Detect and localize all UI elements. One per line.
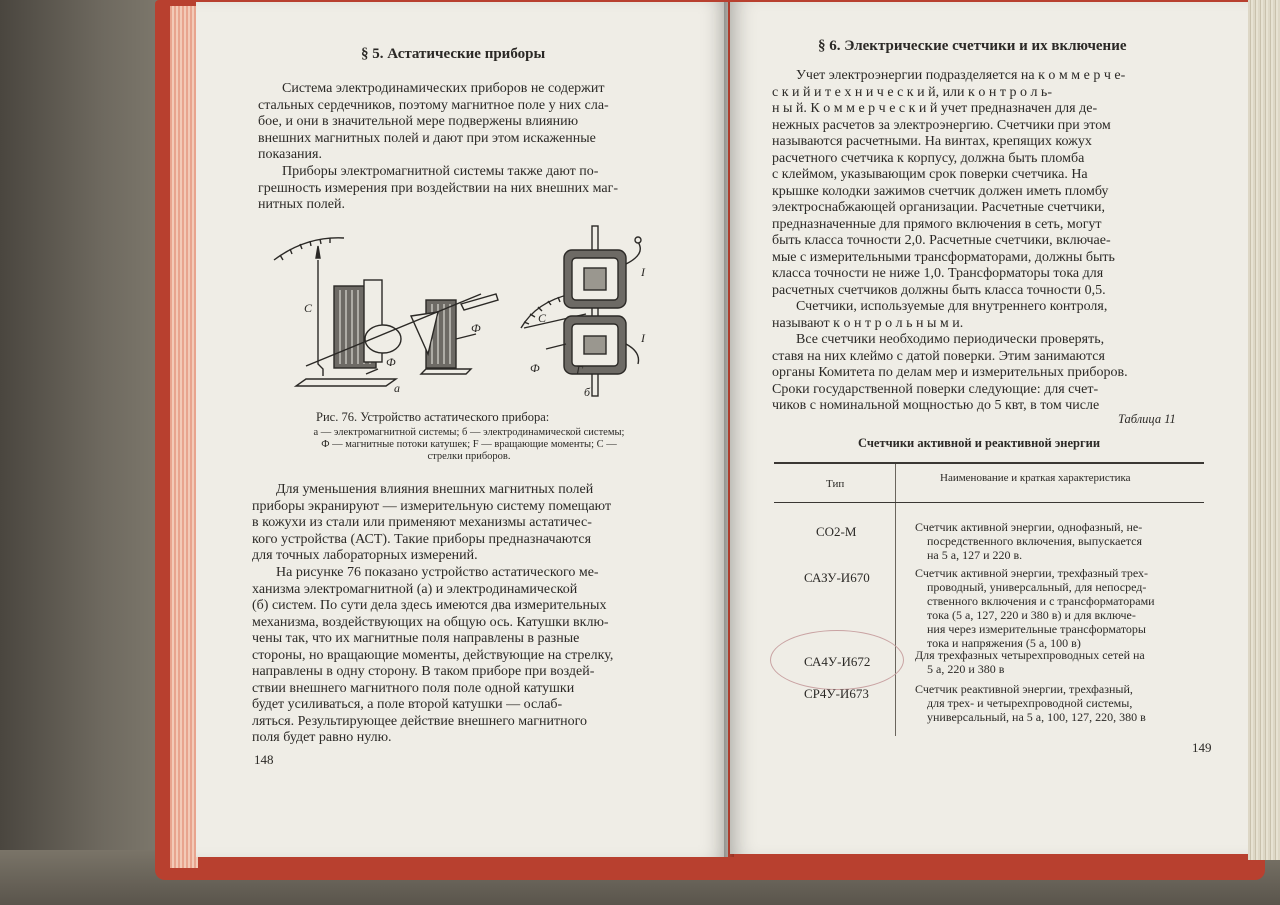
text-line: Счетчики, используемые для внутреннего контроля, [796, 299, 1108, 314]
table-desc-line: тока и напряжения (5 а, 100 в) [927, 636, 1081, 650]
table-cell-type: САЗУ-И670 [804, 570, 870, 585]
text-line: стороны, но вращающие моменты, действующие на стрелку, [252, 647, 614, 663]
figure-label: I [641, 331, 645, 345]
figure-label: С [538, 311, 547, 325]
table-desc-line: на 5 а, 127 и 220 в. [927, 548, 1023, 562]
caption-line: а — электромагнитной системы; б — электродинамической системы; [313, 427, 625, 438]
table-title: Счетчики активной и реактивной энергии [858, 436, 1101, 450]
text-line: Сроки государственной поверки следующие: для счет- [772, 381, 1099, 397]
paragraph [772, 332, 1200, 415]
table-desc-line: для трех- и четырехпроводной системы, [927, 696, 1133, 710]
text-line: органы Комитета по делам мер и измерительных приборов. [772, 365, 1128, 380]
figure-label: Г [576, 363, 583, 377]
text-line: расчетного счетчика к корпусу, должна быть пломба [772, 150, 1085, 166]
text-line: называются расчетными. На винтах, крепящих кожух [772, 134, 1092, 149]
section-heading: § 6. Электрические счетчики и их включение [818, 38, 1127, 54]
table-desc-line: Счетчик реактивной энергии, трехфазный, [915, 682, 1133, 696]
text-line: Приборы электромагнитной системы также дают по- [282, 164, 599, 179]
text-line: внешних магнитных полей и дают при этом искаженные [258, 130, 596, 146]
text-line: механизма, воздействующих на общую ось. Катушки вклю- [252, 614, 609, 630]
text-line: ханизма электромагнитной (а) и электродинамической [252, 581, 578, 597]
text-line: На рисунке 76 показано устройство астатического ме- [276, 565, 599, 580]
table-cell-description [915, 648, 1145, 676]
figure-label: Ф [471, 321, 481, 335]
figure-label: Ф [530, 361, 540, 375]
text-line: Система электродинамических приборов не содержит [282, 81, 605, 96]
paragraph [258, 164, 676, 214]
table-cell-type: СО2-М [816, 524, 857, 539]
caption-line: стрелки приборов. [427, 451, 511, 462]
figure-caption-title: Рис. 76. Устройство астатического прибора: [316, 410, 550, 424]
figure-label: С [304, 301, 313, 315]
paragraph [258, 81, 676, 164]
table-desc-line: посредственного включения, выпускается [927, 534, 1143, 548]
table-desc-line: Для трехфазных четырехпроводных сетей на [915, 648, 1145, 662]
table-top-rule [774, 462, 1204, 464]
text-line: ляться. Результирующее действие внешнего магнитного [252, 713, 588, 729]
section-heading: § 5. Астатические приборы [361, 46, 546, 62]
text-line: называют к о н т р о л ь н ы м и. [772, 315, 964, 331]
text-line: стальных сердечников, поэтому магнитное поле у них сла- [258, 97, 609, 113]
table-desc-line: ственного включения и с трансформаторами [927, 594, 1155, 608]
table-cell-type: СА4У-И672 [804, 654, 871, 669]
text-line: Учет электроэнергии подразделяется на к о м м е р ч е- [796, 68, 1126, 83]
page-edges-right [1248, 0, 1280, 860]
astatic-device-figure [266, 224, 666, 404]
text-line: н ы й. К о м м е р ч е с к и й учет предназначен для де- [772, 101, 1098, 116]
table-desc-line: Счетчик активной энергии, однофазный, не- [915, 520, 1143, 534]
table-header-rule [774, 502, 1204, 503]
table-cell-description [915, 682, 1146, 724]
table-header-description: Наименование и краткая характеристика [940, 472, 1131, 484]
text-line: поля будет равно нулю. [252, 730, 392, 745]
text-line: Все счетчики необходимо периодически проверять, [796, 332, 1105, 347]
text-line: чены так, что их магнитные поля направлены в разные [252, 631, 580, 646]
figure-label: Ф [386, 355, 396, 369]
figure-caption [274, 427, 664, 463]
text-line: Для уменьшения влияния внешних магнитных полей [276, 482, 594, 497]
page-edges-left [170, 6, 198, 868]
left-page [196, 2, 728, 857]
text-line: ствии внешнего магнитного поля поле одной катушки [252, 680, 575, 696]
text-line: электроснабжающей организации. Расчетные счетчики, [772, 200, 1105, 215]
background-left [0, 0, 170, 905]
table-cell-description [915, 566, 1155, 650]
text-line: чиков с номинальной мощностью до 5 квт, в том числе [772, 398, 1100, 413]
table-desc-line: Счетчик активной энергии, трехфазный трех- [915, 566, 1148, 580]
table-desc-line: ния через измерительные трансформаторы [927, 622, 1146, 636]
figure-label: а [394, 381, 400, 395]
text-line: кого устройства (АСТ). Такие приборы предназначаются [252, 531, 592, 547]
page-number: 149 [1192, 740, 1212, 755]
text-line: (б) систем. По сути дела здесь имеются два измерительных [252, 598, 607, 613]
text-line: мые с измерительными трансформаторами, должны быть [772, 249, 1115, 265]
caption-line: Ф — магнитные потоки катушек; F — вращающие моменты; С — [321, 439, 617, 450]
paragraph [772, 299, 1200, 332]
text-line: расчетных счетчиков должны быть класса точности 0,5. [772, 282, 1106, 298]
right-page [730, 2, 1250, 854]
text-line: ставя на них клеймо с датой поверки. Этим занимаются [772, 348, 1105, 364]
scale-arc-a [274, 238, 344, 260]
text-line: с к и й и т е х н и ч е с к и й, или к о н т р о л ь- [772, 84, 1052, 100]
text-line: грешность измерения при воздействии на них внешних маг- [258, 180, 619, 196]
table-desc-line: тока (5 а, 127, 220 и 380 в) и для включе- [927, 608, 1136, 622]
text-line: в кожухи из стали или применяют механизмы астатичес- [252, 515, 592, 530]
table-desc-line: универсальный, на 5 а, 100, 127, 220, 380 в [927, 710, 1146, 724]
table-label: Таблица 11 [1118, 412, 1176, 426]
table-header-type: Тип [826, 478, 845, 490]
paragraph [252, 482, 676, 565]
text-line: нитных полей. [258, 197, 346, 212]
figure-label: б [584, 385, 591, 399]
text-line: крышке колодки зажимов счетчик должен иметь пломбу [772, 183, 1109, 199]
paragraph [772, 68, 1200, 299]
paragraph [252, 565, 676, 747]
text-line: бое, и они в значительной мере подвержены влиянию [258, 114, 579, 129]
table-cell-description [915, 520, 1142, 562]
text-line: приборы экранируют — измерительную систему помещают [252, 498, 612, 514]
text-line: класса точности не ниже 1,0. Трансформаторы тока для [772, 266, 1104, 281]
table-desc-line: 5 а, 220 и 380 в [927, 662, 1005, 676]
page-number: 148 [254, 752, 274, 767]
text-line: нежных расчетов за электроэнергию. Счетчики при этом [772, 117, 1111, 133]
text-line: предназначенные для прямого включения в сеть, могут [772, 216, 1102, 232]
table-desc-line: проводный, универсальный, для непосред- [927, 580, 1147, 594]
table-column-divider [895, 464, 896, 736]
text-line: будет усиливаться, а поле второй катушки — ослаб- [252, 697, 563, 712]
text-line: направлены в одну сторону. В таком приборе при воздей- [252, 664, 595, 679]
text-line: для точных лабораторных измерений. [252, 548, 478, 563]
figure-label: I [641, 265, 645, 279]
text-line: показания. [258, 147, 322, 162]
text-line: с клеймом, указывающим срок поверки счетчика. На [772, 167, 1088, 182]
text-line: быть класса точности 2,0. Расчетные счетчики, включае- [772, 233, 1111, 248]
table-cell-type: СР4У-И673 [804, 686, 869, 701]
